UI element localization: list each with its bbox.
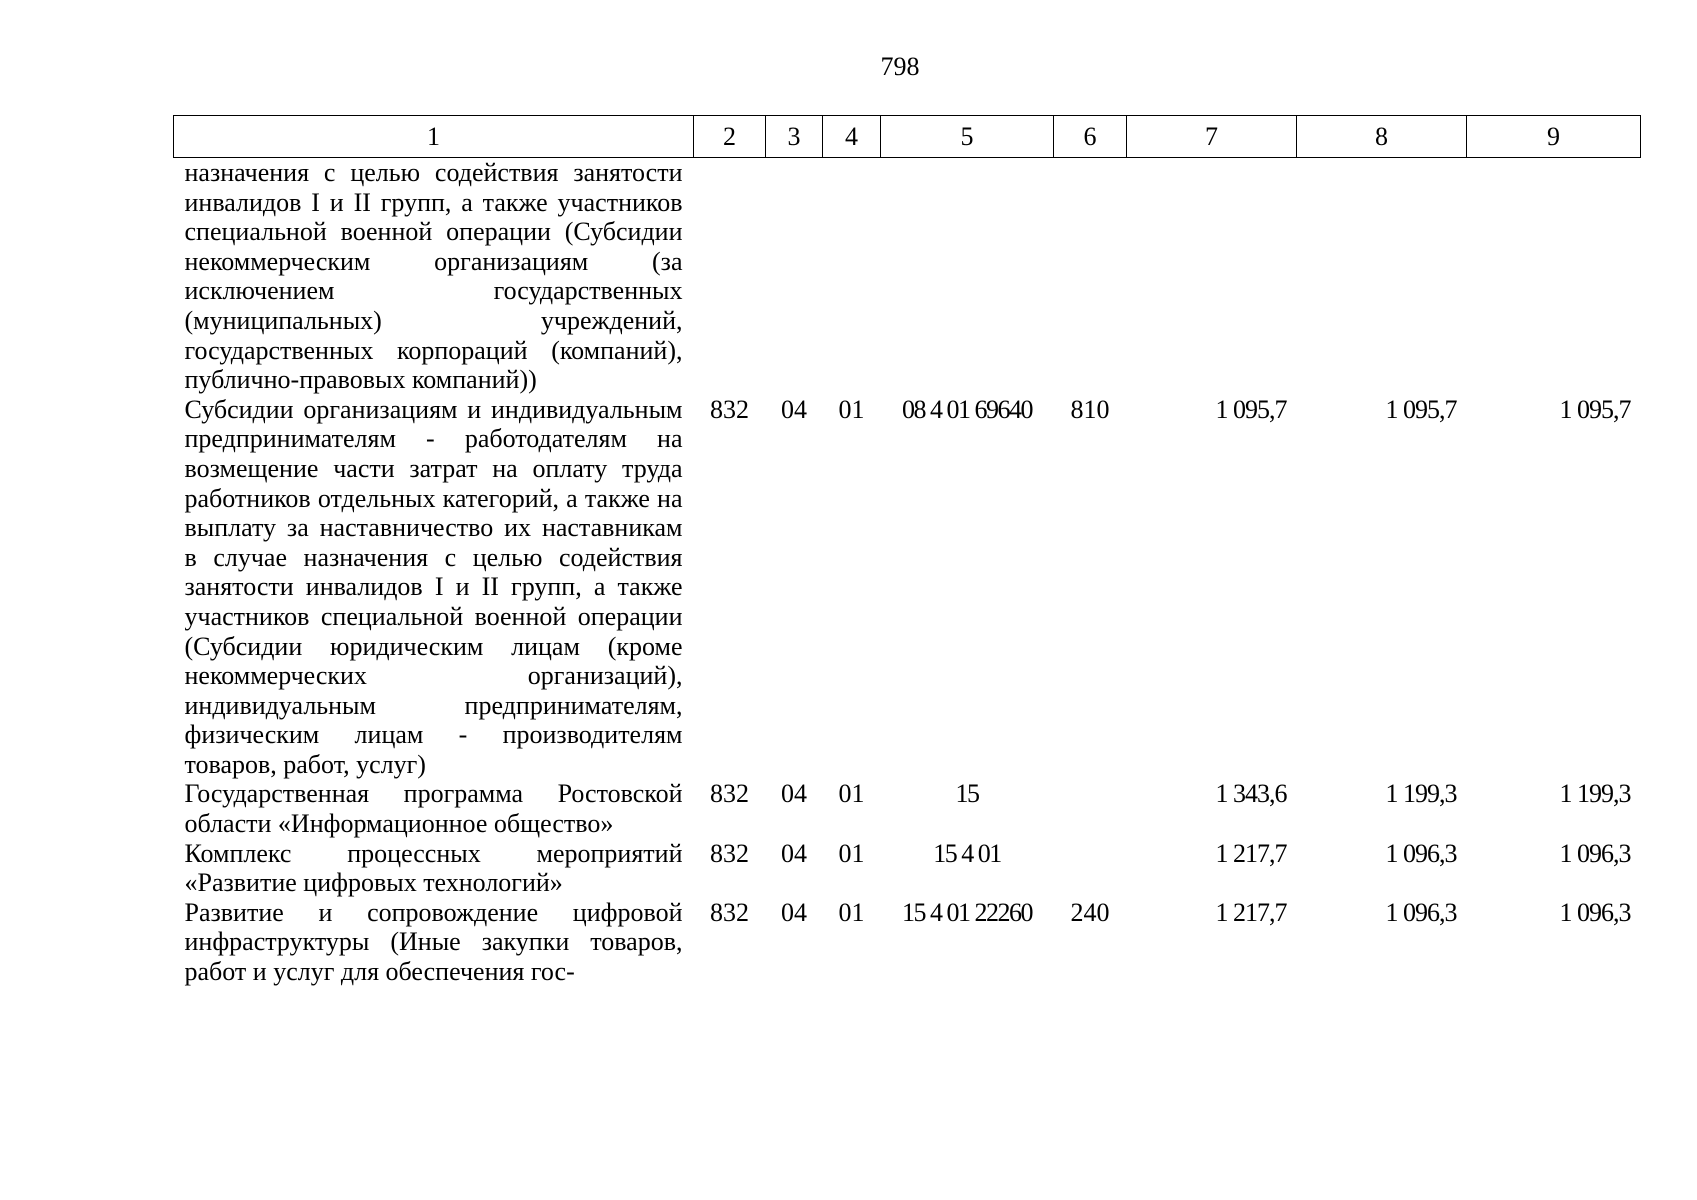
row-section	[766, 158, 823, 395]
row-amount-col7: 1 343,6	[1215, 779, 1287, 809]
row-section: 04	[781, 838, 807, 868]
row-amount-col8: 1 096,3	[1385, 897, 1457, 927]
row-subsection: 01	[838, 838, 865, 868]
row-amount-col8	[1297, 158, 1467, 395]
header-col-8: 8	[1297, 116, 1467, 158]
row-ministry: 832	[710, 897, 749, 927]
row-ministry	[694, 158, 766, 395]
row-amount-col8: 1 199,3	[1385, 779, 1457, 809]
row-amount-col7: 1 217,7	[1215, 897, 1287, 927]
row-target-article	[881, 158, 1054, 395]
row-amount-col9: 1 199,3	[1559, 779, 1631, 809]
row-expense-type: 240	[1070, 897, 1110, 927]
row-expense-type	[1054, 779, 1127, 838]
row-subsection: 01	[838, 779, 865, 809]
header-col-5: 5	[881, 116, 1054, 158]
header-col-4: 4	[823, 116, 881, 158]
table-row	[174, 158, 1641, 395]
header-col-9: 9	[1467, 116, 1641, 158]
row-amount-col9	[1467, 158, 1641, 395]
row-name: Государственная программа Ростовской области «Информационное общество»	[184, 779, 683, 839]
row-amount-col9: 1 096,3	[1559, 838, 1631, 868]
row-expense-type	[1054, 158, 1127, 395]
row-name: Развитие и сопровождение цифровой инфраструктуры (Иные закупки товаров, работ и услуг для обеспечения гос-	[184, 897, 683, 987]
row-amount-col9: 1 096,3	[1559, 897, 1631, 927]
row-expense-type	[1054, 839, 1127, 898]
row-section: 04	[781, 897, 807, 927]
row-amount-col8: 1 096,3	[1385, 838, 1457, 868]
header-col-6: 6	[1054, 116, 1127, 158]
row-target-article: 15 4 01 22260	[902, 897, 1032, 927]
page-number: 798	[880, 52, 920, 81]
table-body	[174, 158, 1641, 987]
row-name: назначения с целью содействия занятости инвалидов I и II групп, а также участников специальной военной операции (Субсидии некоммерческим организациям (за исключением государственных (муниципальных) учреждений, государственных корпораций (компаний), публично-правовых компаний))	[184, 158, 683, 395]
row-target-article: 15 4 01	[933, 838, 1001, 868]
row-section: 04	[781, 779, 807, 809]
row-amount-col9: 1 095,7	[1559, 394, 1631, 424]
header-col-1: 1	[174, 116, 694, 158]
row-name: Комплекс процессных мероприятий «Развитие цифровых технологий»	[184, 838, 683, 898]
table-row	[174, 395, 1641, 780]
header-row	[174, 116, 1641, 158]
row-amount-col7: 1 095,7	[1215, 394, 1287, 424]
header-col-3: 3	[766, 116, 823, 158]
row-ministry: 832	[710, 394, 749, 424]
row-subsection	[823, 158, 881, 395]
row-expense-type: 810	[1070, 394, 1110, 424]
header-col-2: 2	[694, 116, 766, 158]
row-subsection: 01	[838, 394, 865, 424]
row-ministry: 832	[710, 838, 749, 868]
row-target-article: 15	[955, 779, 979, 809]
table-row	[174, 779, 1641, 838]
row-subsection: 01	[838, 897, 865, 927]
row-name: Субсидии организациям и индивидуальным предпринимателям - работодателям на возмещение части затрат на оплату труда работников отдельных категорий, а также на выплату за наставничество их наставникам в случае назначения с целью содействия занятости инвалидов I и II групп, а также участников специальной военной операции (Субсидии юридическим лицам (кроме некоммерческих организаций), индивидуальным предпринимателям, физическим лицам - производителям товаров, работ, услуг)	[184, 394, 683, 779]
row-amount-col7: 1 217,7	[1215, 838, 1287, 868]
row-target-article: 08 4 01 69640	[902, 394, 1032, 424]
table-row	[174, 839, 1641, 898]
header-col-7: 7	[1127, 116, 1297, 158]
row-amount-col7	[1127, 158, 1297, 395]
row-amount-col8: 1 095,7	[1385, 394, 1457, 424]
table-row	[174, 898, 1641, 987]
budget-table	[173, 115, 1641, 987]
row-ministry: 832	[710, 779, 749, 809]
row-section: 04	[781, 394, 807, 424]
table-header	[174, 116, 1641, 158]
